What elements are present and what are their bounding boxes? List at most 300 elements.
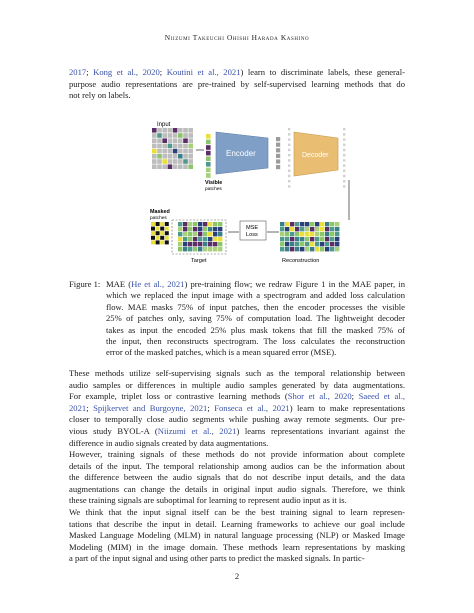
visible-patch bbox=[206, 140, 211, 145]
target-patch bbox=[178, 227, 182, 231]
input-patch bbox=[178, 154, 183, 159]
text-segment: ) learn to discriminate labels, these general- bbox=[240, 67, 405, 77]
input-patch bbox=[173, 144, 178, 149]
text-line bbox=[69, 542, 405, 554]
reconstruction-patch bbox=[320, 227, 324, 231]
masked-patch-thumb bbox=[151, 227, 155, 231]
running-header: Niizumi Takeuchi Ohishi Harada Kashino bbox=[164, 33, 310, 42]
reconstruction-patch bbox=[330, 227, 334, 231]
target-patch bbox=[193, 237, 197, 241]
target-patch bbox=[188, 227, 192, 231]
reconstruction-patch bbox=[305, 222, 309, 226]
fig-patches-label: patches bbox=[205, 187, 222, 192]
text-segment: vious study BYOL-A ( bbox=[69, 425, 158, 436]
target-patch bbox=[198, 242, 202, 246]
input-patch bbox=[152, 128, 157, 133]
target-patch bbox=[178, 242, 182, 246]
reconstruction-patch bbox=[285, 232, 289, 236]
mask-token bbox=[288, 164, 290, 166]
reconstruction-patch bbox=[325, 247, 329, 251]
mask-token bbox=[288, 180, 290, 182]
text-segment: audio samples or differences in multiple audio samples generated by data augmentations. bbox=[69, 379, 405, 390]
target-patch bbox=[218, 237, 222, 241]
citation-link[interactable]: Saeed et al., bbox=[358, 391, 405, 402]
text-line bbox=[69, 438, 405, 450]
text-line bbox=[69, 484, 405, 496]
input-patch bbox=[152, 138, 157, 143]
text-line bbox=[106, 302, 405, 313]
target-patch bbox=[203, 232, 207, 236]
target-patch bbox=[198, 227, 202, 231]
output-token bbox=[343, 180, 345, 182]
input-patch bbox=[183, 144, 188, 149]
fig-target-label: Target bbox=[191, 258, 207, 264]
masked-patch-thumb bbox=[165, 222, 169, 226]
input-patch bbox=[178, 128, 183, 133]
reconstruction-patch bbox=[290, 222, 294, 226]
reconstruction-patch bbox=[315, 242, 319, 246]
encoded-token bbox=[276, 143, 280, 147]
target-patch bbox=[183, 227, 187, 231]
reconstruction-patch bbox=[295, 227, 299, 231]
input-patch bbox=[188, 133, 193, 138]
input-patch bbox=[183, 159, 188, 164]
reconstruction-patch bbox=[325, 227, 329, 231]
reconstruction-patch bbox=[315, 222, 319, 226]
text-line bbox=[69, 449, 405, 461]
reconstruction-patch bbox=[305, 247, 309, 251]
reconstruction-patch bbox=[285, 237, 289, 241]
input-patch bbox=[183, 138, 188, 143]
input-patch bbox=[168, 159, 173, 164]
reconstruction-patch bbox=[295, 232, 299, 236]
output-token bbox=[343, 170, 345, 172]
encoded-token bbox=[276, 159, 280, 163]
text-segment: ) learn to make representations bbox=[289, 402, 405, 413]
text-line bbox=[69, 414, 405, 426]
reconstruction-patch bbox=[280, 237, 284, 241]
reconstruction-patch bbox=[280, 232, 284, 236]
input-patch bbox=[173, 133, 178, 138]
reconstruction-patch bbox=[305, 242, 309, 246]
text-segment: Modeling (MIM) in the image domain. These methods learn representations by masking bbox=[69, 541, 405, 552]
target-patch bbox=[203, 242, 207, 246]
input-patch bbox=[168, 164, 173, 169]
target-patch bbox=[188, 237, 192, 241]
text-line bbox=[69, 495, 405, 507]
reconstruction-patch bbox=[320, 222, 324, 226]
visible-patch bbox=[206, 168, 211, 173]
visible-patch bbox=[206, 162, 211, 167]
reconstruction-patch bbox=[310, 237, 314, 241]
visible-patch bbox=[206, 151, 211, 156]
text-segment: not rely on labels. bbox=[69, 90, 131, 101]
reconstruction-patch bbox=[335, 222, 339, 226]
input-patch bbox=[157, 164, 162, 169]
citation-link[interactable]: He et al., 2021 bbox=[131, 279, 185, 289]
masked-patch-thumb bbox=[165, 231, 169, 235]
text-line bbox=[106, 325, 405, 336]
masked-patch-thumb bbox=[156, 222, 160, 226]
reconstruction-patch bbox=[315, 247, 319, 251]
fig-input-label: Input bbox=[157, 122, 171, 128]
output-token bbox=[343, 128, 345, 130]
output-token bbox=[343, 149, 345, 151]
target-patch bbox=[198, 237, 202, 241]
masked-patch-thumb bbox=[156, 236, 160, 240]
input-patch bbox=[157, 128, 162, 133]
target-patch bbox=[193, 227, 197, 231]
text-segment: purpose audio representations are pre-trained by self-supervised learning methods that do bbox=[69, 78, 405, 89]
target-patch bbox=[213, 247, 217, 251]
reconstruction-patch bbox=[290, 242, 294, 246]
mask-token bbox=[288, 149, 290, 151]
input-patch bbox=[152, 149, 157, 154]
input-patch bbox=[178, 144, 183, 149]
mask-token bbox=[288, 175, 290, 177]
mask-token bbox=[288, 138, 290, 140]
reconstruction-patch bbox=[335, 242, 339, 246]
reconstruction-patch bbox=[280, 247, 284, 251]
input-patch bbox=[162, 164, 167, 169]
reconstruction-patch bbox=[295, 247, 299, 251]
reconstruction-patch bbox=[300, 232, 304, 236]
input-patch bbox=[188, 159, 193, 164]
reconstruction-patch bbox=[310, 227, 314, 231]
input-patch bbox=[162, 144, 167, 149]
citation-link[interactable]: Shor et al., 2020 bbox=[287, 391, 352, 402]
input-patch bbox=[162, 149, 167, 154]
decoder-label: Decoder bbox=[302, 152, 329, 159]
input-patch bbox=[183, 164, 188, 169]
target-patch bbox=[213, 222, 217, 226]
reconstruction-patch bbox=[305, 227, 309, 231]
citation-link[interactable]: 2017 bbox=[69, 67, 87, 77]
input-patch bbox=[157, 144, 162, 149]
encoder-label: Encoder bbox=[226, 149, 256, 158]
input-patch bbox=[178, 149, 183, 154]
output-token bbox=[343, 175, 345, 177]
input-patch bbox=[168, 149, 173, 154]
target-patch bbox=[218, 222, 222, 226]
input-patch bbox=[168, 144, 173, 149]
encoded-token bbox=[276, 137, 280, 141]
reconstruction-patch bbox=[285, 247, 289, 251]
reconstruction-patch bbox=[285, 227, 289, 231]
reconstruction-patch bbox=[305, 232, 309, 236]
masked-patch-thumb bbox=[151, 231, 155, 235]
target-patch bbox=[203, 237, 207, 241]
target-patch bbox=[218, 247, 222, 251]
reconstruction-patch bbox=[315, 232, 319, 236]
input-patch bbox=[152, 133, 157, 138]
input-patch bbox=[183, 154, 188, 159]
reconstruction-patch bbox=[335, 247, 339, 251]
input-patch bbox=[152, 154, 157, 159]
reconstruction-patch bbox=[310, 247, 314, 251]
text-line bbox=[69, 368, 405, 380]
reconstruction-patch bbox=[280, 222, 284, 226]
text-line bbox=[69, 403, 405, 415]
encoded-token bbox=[276, 165, 280, 169]
input-patch bbox=[152, 159, 157, 164]
text-segment: the input, then reconstructs spectrogram. The loss calculates the reconstruction bbox=[106, 336, 405, 347]
masked-patch-thumb bbox=[151, 236, 155, 240]
text-segment: which we replaced the input image with a spectrogram and added loss calculation bbox=[106, 290, 405, 301]
fig-masked-patches-label: patches bbox=[150, 216, 167, 221]
reconstruction-patch bbox=[325, 222, 329, 226]
text-line bbox=[69, 426, 405, 438]
text-segment: However, training signals of these methods do not provide information about complete bbox=[69, 449, 405, 459]
reconstruction-patch bbox=[300, 222, 304, 226]
target-patch bbox=[198, 232, 202, 236]
reconstruction-patch bbox=[315, 227, 319, 231]
paragraph-4 bbox=[69, 507, 405, 565]
text-line bbox=[69, 380, 405, 392]
reconstruction-patch bbox=[315, 237, 319, 241]
text-segment: For example, triplet loss or contrastive learning methods ( bbox=[69, 391, 288, 402]
citation-link[interactable]: Koutini et al., 2021 bbox=[166, 67, 241, 77]
reconstruction-patch bbox=[290, 232, 294, 236]
text-segment: ; bbox=[351, 391, 359, 402]
target-patch bbox=[203, 247, 207, 251]
page-number: 2 bbox=[234, 571, 240, 581]
reconstruction-patch bbox=[280, 227, 284, 231]
masked-patch-thumb bbox=[165, 236, 169, 240]
text-segment: Masked Language Modeling (MLM) in natural language processing (NLP) or Masked Image bbox=[69, 530, 405, 541]
masked-patch-thumb bbox=[156, 231, 160, 235]
input-patch bbox=[178, 164, 183, 169]
target-patch bbox=[203, 227, 207, 231]
reconstruction-patch bbox=[325, 242, 329, 246]
input-patch bbox=[183, 128, 188, 133]
target-patch bbox=[218, 242, 222, 246]
text-line bbox=[69, 530, 405, 542]
text-line bbox=[69, 553, 405, 565]
masked-patch-thumb bbox=[165, 240, 169, 244]
target-patch bbox=[208, 222, 212, 226]
visible-patch bbox=[206, 134, 211, 139]
input-patch bbox=[162, 154, 167, 159]
text-segment: details of the input. The temporal relationship among audios can be the information about bbox=[69, 460, 405, 471]
output-token bbox=[343, 144, 345, 146]
input-patch bbox=[183, 133, 188, 138]
input-patch bbox=[157, 159, 162, 164]
output-token bbox=[343, 185, 345, 187]
visible-patch bbox=[206, 145, 211, 150]
target-patch bbox=[218, 232, 222, 236]
text-segment: MAE ( bbox=[106, 279, 132, 289]
caption-body bbox=[106, 279, 405, 359]
reconstruction-patch bbox=[320, 232, 324, 236]
reconstruction-patch bbox=[285, 222, 289, 226]
fig-mse-label: MSE bbox=[246, 225, 259, 231]
text-segment: the difference between the audio signals that do not describe input details, and the data bbox=[69, 472, 405, 483]
reconstruction-patch bbox=[330, 237, 334, 241]
masked-patch-thumb bbox=[160, 240, 164, 244]
reconstruction-patch bbox=[300, 242, 304, 246]
citation-link[interactable]: Spijkervet and Burgoyne, 2021 bbox=[93, 402, 208, 413]
mask-token bbox=[288, 133, 290, 135]
input-patch bbox=[173, 159, 178, 164]
reconstruction-patch bbox=[335, 227, 339, 231]
reconstruction-patch bbox=[290, 247, 294, 251]
reconstruction-patch bbox=[335, 237, 339, 241]
input-patch bbox=[152, 164, 157, 169]
citation-link[interactable]: 2021 bbox=[69, 402, 87, 413]
input-patch bbox=[157, 133, 162, 138]
target-patch bbox=[203, 222, 207, 226]
target-patch bbox=[183, 247, 187, 251]
input-patch bbox=[157, 149, 162, 154]
text-segment: ; bbox=[207, 402, 215, 413]
input-patch bbox=[162, 128, 167, 133]
text-segment: ) learns representations invariant against the bbox=[236, 425, 406, 436]
target-patch bbox=[213, 227, 217, 231]
reconstruction-patch bbox=[300, 227, 304, 231]
target-patch bbox=[183, 242, 187, 246]
target-patch bbox=[208, 247, 212, 251]
input-patch bbox=[173, 154, 178, 159]
text-segment: error of the masked patches, which is a mean squared error (MSE). bbox=[106, 347, 337, 358]
input-patch bbox=[168, 128, 173, 133]
text-segment: a part of the input signal and using other parts to predict the masked signals. In partic- bbox=[69, 553, 365, 564]
encoded-token bbox=[276, 154, 280, 158]
reconstruction-patch bbox=[310, 232, 314, 236]
output-token bbox=[343, 164, 345, 166]
input-patch bbox=[188, 164, 193, 169]
visible-patch bbox=[206, 173, 211, 178]
target-patch bbox=[213, 237, 217, 241]
reconstruction-patch bbox=[285, 242, 289, 246]
target-patch bbox=[188, 222, 192, 226]
input-patch bbox=[162, 159, 167, 164]
text-segment: takes as input the encoded 25% plus mask tokens that fill the masked 75% of bbox=[106, 324, 405, 335]
mask-token bbox=[288, 170, 290, 172]
target-patch bbox=[213, 232, 217, 236]
target-patch bbox=[218, 227, 222, 231]
text-segment: ) pre-training flow; we redraw Figure 1 in the MAE paper, in bbox=[184, 279, 405, 289]
masked-patch-thumb bbox=[160, 227, 164, 231]
mask-token bbox=[288, 128, 290, 130]
reconstruction-patch bbox=[320, 242, 324, 246]
output-token bbox=[343, 138, 345, 140]
text-line bbox=[69, 461, 405, 473]
reconstruction-patch bbox=[300, 247, 304, 251]
text-segment: these training signals are suboptimal for learning to represent audio input as it is. bbox=[69, 495, 347, 506]
reconstruction-patch bbox=[310, 242, 314, 246]
reconstruction-patch bbox=[320, 237, 324, 241]
figure-mae-flow bbox=[0, 0, 474, 270]
target-patch bbox=[208, 232, 212, 236]
input-patch bbox=[188, 144, 193, 149]
mask-token bbox=[288, 159, 290, 161]
fig-masked-label: Masked bbox=[150, 209, 170, 215]
reconstruction-patch bbox=[280, 242, 284, 246]
text-segment: ; bbox=[159, 67, 167, 77]
text-segment: 25% of patches only, saving 75% of computation load. The lightweight decoder bbox=[106, 313, 405, 324]
text-line bbox=[69, 507, 405, 519]
input-patch bbox=[173, 149, 178, 154]
visible-patch bbox=[206, 156, 211, 161]
target-patch bbox=[183, 222, 187, 226]
output-token bbox=[343, 154, 345, 156]
caption-label: Figure 1: bbox=[69, 279, 101, 289]
reconstruction-patch bbox=[330, 222, 334, 226]
input-patch bbox=[178, 133, 183, 138]
reconstruction-patch bbox=[295, 222, 299, 226]
masked-patch-thumb bbox=[160, 222, 164, 226]
target-patch bbox=[188, 247, 192, 251]
input-patch bbox=[168, 154, 173, 159]
target-patch bbox=[193, 247, 197, 251]
mask-token bbox=[288, 185, 290, 187]
citation-link[interactable]: Fonseca et al., 2021 bbox=[214, 402, 290, 413]
reconstruction-patch bbox=[300, 237, 304, 241]
reconstruction-patch bbox=[320, 247, 324, 251]
citation-link[interactable]: Niizumi et al., 2021 bbox=[157, 425, 237, 436]
target-patch bbox=[178, 247, 182, 251]
text-segment: These methods utilize self-supervising signals such as the temporal relationship between bbox=[69, 368, 405, 378]
text-segment: ; bbox=[86, 67, 94, 77]
input-patch bbox=[157, 138, 162, 143]
fig-visible-label: Visible bbox=[205, 180, 223, 186]
reconstruction-patch bbox=[290, 237, 294, 241]
text-segment: flow. MAE masks 75% of input patches, then the encoder processes the visible bbox=[106, 301, 405, 312]
reconstruction-patch bbox=[330, 247, 334, 251]
target-patch bbox=[188, 232, 192, 236]
text-segment: augmentations can change the details in original input audio signals. Therefore, we think bbox=[69, 483, 405, 494]
text-line bbox=[69, 472, 405, 484]
target-patch bbox=[208, 237, 212, 241]
target-patch bbox=[193, 242, 197, 246]
reconstruction-patch bbox=[335, 232, 339, 236]
target-patch bbox=[178, 222, 182, 226]
text-segment: tations that describe the input in detail. Learning frameworks to achieve our goal include bbox=[69, 518, 405, 529]
fig-loss-label: Loss bbox=[246, 232, 258, 238]
input-patch bbox=[173, 164, 178, 169]
target-patch bbox=[183, 237, 187, 241]
mask-token bbox=[288, 144, 290, 146]
text-line bbox=[106, 313, 405, 324]
input-patch bbox=[157, 154, 162, 159]
input-patch bbox=[188, 154, 193, 159]
input-patch bbox=[162, 133, 167, 138]
text-segment: closer to temporally close audio segments while pushing away remote segments. Our pre- bbox=[69, 414, 405, 425]
reconstruction-patch bbox=[330, 232, 334, 236]
paragraph-3 bbox=[69, 449, 405, 507]
target-patch bbox=[188, 242, 192, 246]
input-patch bbox=[168, 138, 173, 143]
masked-patch-thumb bbox=[160, 236, 164, 240]
output-token bbox=[343, 133, 345, 135]
text-line bbox=[106, 290, 405, 301]
target-patch bbox=[208, 227, 212, 231]
text-line bbox=[106, 336, 405, 347]
target-patch bbox=[193, 232, 197, 236]
input-patch bbox=[152, 144, 157, 149]
text-segment: We think that the input signal itself can be the best training signal to learn represen- bbox=[69, 507, 405, 517]
fig-reconstruction-label: Reconstruction bbox=[282, 258, 320, 264]
target-patch bbox=[208, 242, 212, 246]
citation-link[interactable]: Kong et al., 2020 bbox=[93, 67, 160, 77]
input-patch bbox=[188, 128, 193, 133]
reconstruction-patch bbox=[325, 232, 329, 236]
reconstruction-patch bbox=[295, 237, 299, 241]
input-patch bbox=[168, 133, 173, 138]
target-patch bbox=[178, 232, 182, 236]
input-patch bbox=[188, 149, 193, 154]
